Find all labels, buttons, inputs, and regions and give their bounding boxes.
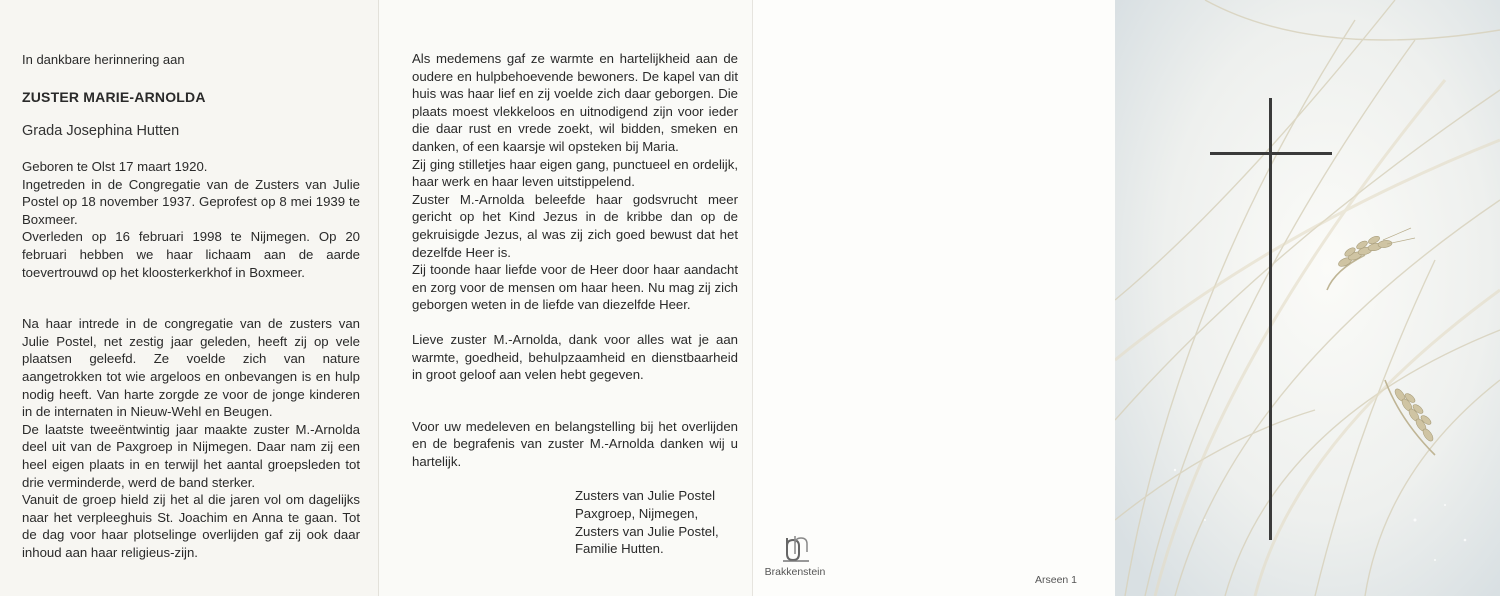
signature-line: Zusters van Julie Postel [575,488,715,504]
story-paragraph: Vanuit de groep hield zij het al die jaren vol om dagelijks naar het verpleeghuis St. Joachim en Anna te gaan. Tot de dag voor haar plotselinge overlijden gaf zij ook daar inhoud aan haar religieus-zijn. [22,492,360,560]
intro-line: In dankbare herinnering aan [22,52,185,67]
facts-block [22,158,360,281]
fact-profession: Ingetreden in de Congregatie van de Zusters van Julie Postel op 18 november 1937. Geprofest op 8 mei 1939 te Boxmeer. [22,176,360,227]
farewell-paragraph: Lieve zuster M.-Arnolda, dank voor alles wat je aan warmte, goedheid, behulpzaamheid en dienstbaarheid in groot geloof aan velen hebt gegeven. [412,331,738,383]
left-text-panel [0,0,378,596]
story-block [22,315,360,561]
fact-death: Overleden op 16 februari 1998 te Nijmegen. Op 20 februari hebben we haar lichaam aan de aarde toevertrouwd op het kloosterkerkhof in Boxmeer. [22,229,360,280]
wheat-illustration [1115,0,1500,596]
deceased-name: ZUSTER MARIE-ARNOLDA [22,89,206,105]
birth-name: Grada Josephina Hutten [22,123,180,139]
tribute-paragraph: Als medemens gaf ze warmte en hartelijkheid aan de oudere en hulpbehoevende bewoners. De kapel van dit huis was haar lief en zij voelde zich daar geborgen. Die plaats moest vlekkeloos en uitnodigend zijn voor ieder die daar rust en vrede zoekt, wil bidden, smeken en danken, of een kaarsje wil opsteken bij Maria. [412,51,738,154]
signature-block [575,487,738,557]
publisher-logo [755,534,835,578]
card-code: Arseen 1 [1035,574,1078,586]
fact-birth: Geboren te Olst 17 maart 1920. [22,159,208,174]
story-paragraph: Na haar intrede in de congregatie van de zusters van Julie Postel, net zestig jaar geleden, heeft zij op vele plaatsen geleefd. Ze voelde zich van nature aangetrokken tot wie argeloos en onbevangen is en hulp nodig heeft. Van harte zorgde ze voor de jonge kinderen in de internaten in Nieuw-Wehl en Beugen. [22,316,360,420]
tribute-block [412,50,738,314]
signature-line: Familie Hutten. [575,541,664,557]
signature-line: Zusters van Julie Postel, [575,523,719,539]
middle-text-panel [378,0,752,596]
brakkenstein-logo-icon [775,534,815,564]
tribute-paragraph: Zij toonde haar liefde voor de Heer door haar aandacht en zorg voor de mensen om haar heen. Nu mag zij zich geborgen weten in de liefde van diezelfde Heer. [412,262,738,313]
publisher-name: Brakkenstein [764,566,826,578]
signature-line: Paxgroep, Nijmegen, [575,506,699,522]
back-panel [752,0,1115,596]
thanks-paragraph: Voor uw medeleven en belangstelling bij het overlijden en de begrafenis van zuster M.-Arnolda danken wij u hartelijk. [412,418,738,469]
story-paragraph: De laatste tweeëntwintig jaar maakte zuster M.-Arnolda deel uit van de Paxgroep in Nijmegen. Daar nam zij een heel eigen plaats in en terwijl het aantal groepsleden tot drie verminderde, werd de band sterker. [22,421,360,490]
tribute-paragraph: Zuster M.-Arnolda beleefde haar godsvrucht meer gericht op het Kind Jezus in de kribbe dan op de gekruisigde Jezus, al was zij zich goed bewust dat het dezelfde Heer is. [412,191,738,260]
tribute-paragraph: Zij ging stilletjes haar eigen gang, punctueel en ordelijk, haar werk en haar leven uitstippelend. [412,156,738,190]
front-illustration-panel [1115,0,1500,596]
